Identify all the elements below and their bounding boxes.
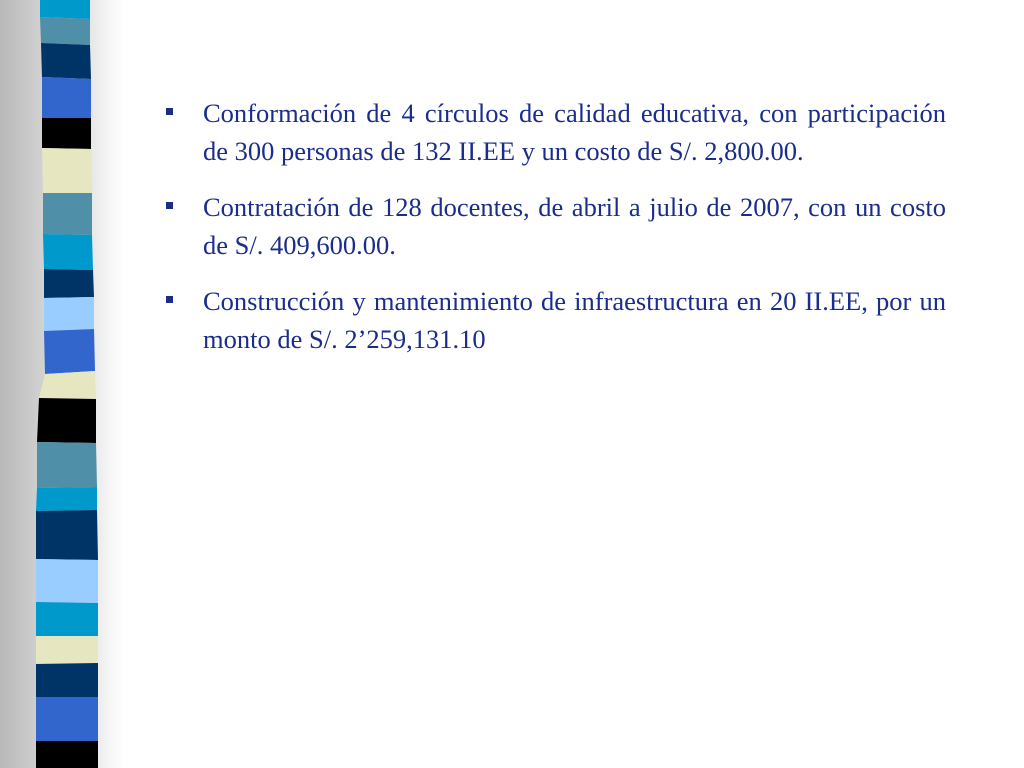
bullet-item-circulos-calidad: [166, 94, 946, 170]
bullet-item-infraestructura: [166, 282, 946, 358]
square-bullet-icon: [166, 296, 173, 303]
bullet-text: Contratación de 128 docentes, de abril a julio de 2007, con un costo de S/. 409,600.00.: [203, 192, 946, 260]
square-bullet-icon: [166, 108, 173, 115]
decorative-color-strip: [0, 0, 124, 768]
bullet-list: [166, 94, 946, 376]
square-bullet-icon: [166, 202, 173, 209]
bullet-item-contratacion-docentes: [166, 188, 946, 264]
bullet-text: Conformación de 4 círculos de calidad educativa, con participación de 300 personas de 132 II.EE y un costo de S/. 2,800.00.: [203, 98, 946, 166]
bullet-text: Construcción y mantenimiento de infraestructura en 20 II.EE, por un monto de S/. 2’259,131.10: [203, 286, 946, 354]
